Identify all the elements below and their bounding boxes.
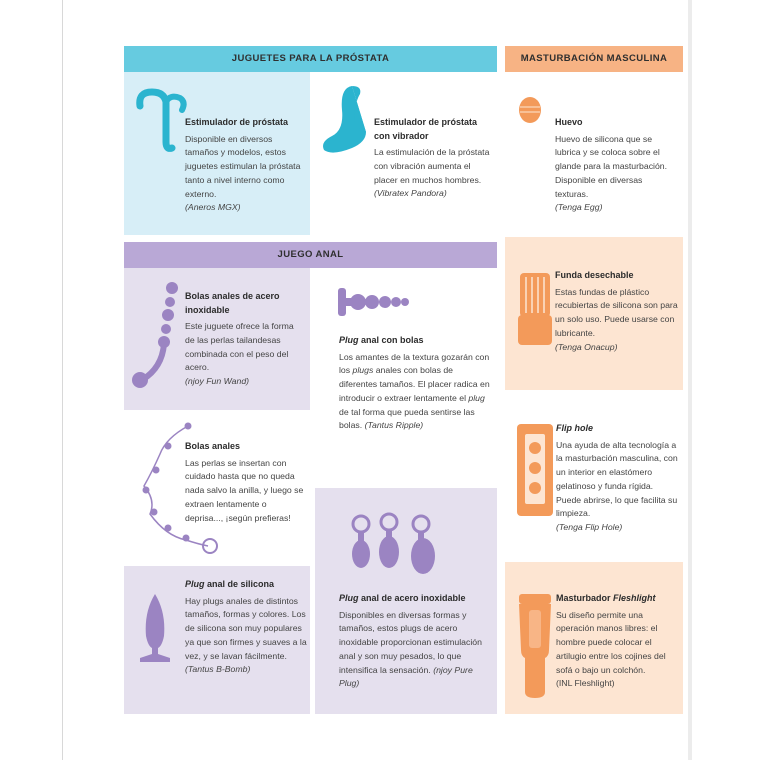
- product-description: Hay plugs anales de distintos tamaños, formas y colores. Los de silicona son muy populares ya que son firmes y suaves a la vez, y se lavan fácilmente.: [185, 595, 307, 661]
- card-text: [185, 290, 303, 389]
- card-anal-beads: [124, 410, 310, 560]
- title-emphasis: Fleshlight: [613, 593, 656, 603]
- title-rest: anal de acero inoxidable: [358, 593, 466, 603]
- product-credit: (Tenga Egg): [555, 202, 603, 213]
- product-credit: (Aneros MGX): [185, 202, 241, 213]
- product-description: [339, 609, 493, 692]
- product-description: Las perlas se insertan con cuidado hasta que no queda nada salvo la anilla, y luego se extraen lentamente o deprisa..., ¡según prefieras!: [185, 457, 304, 523]
- product-description: Huevo de silicona que se lubrica y se coloca sobre el glande para la masturbación. Disponible en diversas texturas.: [555, 133, 668, 199]
- product-description: [339, 351, 491, 434]
- card-fleshlight: [505, 562, 683, 714]
- product-description: Este juguete ofrece la forma de las perlas tailandesas combinada con el peso del acero.: [185, 321, 294, 373]
- product-description: Estas fundas de plástico recubiertas de silicona son para un solo uso. Puede usarse con lubricante.: [555, 286, 678, 338]
- prostate-stimulator-icon: [130, 76, 190, 156]
- steel-plugs-icon: [349, 512, 445, 576]
- product-credit: (Vibratex Pandora): [374, 188, 447, 199]
- product-title: [339, 592, 493, 606]
- product-title: Bolas anales: [185, 441, 241, 451]
- card-silicone-plug: [124, 566, 310, 714]
- product-title: [556, 592, 680, 606]
- card-text: [556, 422, 680, 535]
- product-credit: (INL Fleshlight): [556, 678, 615, 689]
- card-text: [556, 592, 680, 691]
- card-steel-anal-beads: [124, 268, 310, 410]
- page-edge: [62, 0, 63, 760]
- card-egg: [505, 72, 683, 235]
- card-text: [374, 116, 490, 201]
- steel-wand-icon: [128, 278, 186, 394]
- product-description: Disponible en diversos tamaños y modelos, estos juguetes estimulan la próstata tanto a nivel interno como externo.: [185, 133, 301, 199]
- product-credit: (Tantus Ripple): [364, 420, 424, 431]
- product-title: [339, 334, 491, 348]
- product-title: Estimulador de próstata: [185, 117, 289, 127]
- product-title: Funda desechable: [555, 270, 634, 280]
- card-text: [339, 592, 493, 691]
- card-prostate-stimulator: [124, 72, 310, 235]
- flip-hole-icon: [515, 422, 555, 518]
- card-disposable-sleeve: [505, 237, 683, 390]
- product-description: Su diseño permite una operación manos libres: el hombre puede colocar el artilugio entre los cojines del sofá o bajo un colchón.: [556, 609, 666, 675]
- card-flip-hole: [505, 390, 683, 562]
- desc-emphasis: plug: [468, 392, 485, 403]
- product-credit: (njoy Fun Wand): [185, 376, 250, 387]
- title-emphasis: Plug: [339, 593, 359, 603]
- title-part: Masturbador: [556, 593, 614, 603]
- product-title: Estimulador de próstata con vibrador: [374, 117, 478, 141]
- product-title: [556, 422, 680, 436]
- anal-section-header: JUEGO ANAL: [124, 242, 497, 268]
- male-section-header: MASTURBACIÓN MASCULINA: [505, 46, 683, 72]
- product-credit: (Tenga Flip Hole): [556, 522, 623, 533]
- product-title: [185, 578, 307, 592]
- card-text: [339, 334, 491, 433]
- title-rest: anal con bolas: [358, 335, 424, 345]
- title-emphasis: Flip hole: [556, 423, 593, 433]
- beaded-plug-icon: [338, 280, 410, 320]
- card-text: [185, 440, 307, 525]
- product-credit: (Tenga Onacup): [555, 341, 618, 352]
- card-text: [555, 269, 679, 354]
- card-beaded-plug: [310, 268, 497, 486]
- product-title: Huevo: [555, 117, 583, 127]
- fleshlight-icon: [515, 592, 555, 702]
- desc-emphasis: plugs: [352, 365, 374, 376]
- prostate-section-header: JUGUETES PARA LA PRÓSTATA: [124, 46, 497, 72]
- product-title: Bolas anales de acero inoxidable: [185, 291, 280, 315]
- desc-part: Los amantes de la textura gozarán con los: [339, 351, 490, 376]
- product-credit: (Tantus B-Bomb): [185, 664, 251, 675]
- disposable-sleeve-icon: [517, 271, 553, 347]
- egg-icon: [517, 94, 543, 126]
- page-edge-right: [688, 0, 692, 760]
- card-steel-plug: [315, 488, 497, 714]
- product-credit: (njoy Pure Plug): [339, 664, 473, 689]
- card-text: [555, 116, 677, 215]
- card-vibrating-prostate-stimulator: [310, 72, 497, 235]
- card-text: [185, 116, 303, 215]
- product-description: La estimulación de la próstata con vibración aumenta el placer en muchos hombres.: [374, 147, 490, 185]
- title-emphasis: Plug: [185, 579, 205, 589]
- desc-part: anales con bolas de diferentes tamaños. El placer radica en introducir o extraer lentamente el: [339, 365, 490, 403]
- title-rest: anal de silicona: [204, 579, 275, 589]
- card-text: [185, 578, 307, 677]
- desc-part: Disponibles en diversas formas y tamaños, estos plugs de acero inoxidable proporcionan estimulación anal y son muy pesados, lo que intensifica la sensación.: [339, 609, 482, 675]
- vibrating-prostate-stimulator-icon: [316, 80, 376, 156]
- product-description: Una ayuda de alta tecnología a la masturbación masculina, con un interior en elastómero gelatinoso y funda rígida. Puede abrirse, lo que facilita su limpieza.: [556, 439, 678, 519]
- desc-part: de tal forma que pueda sentirse las bolas.: [339, 406, 475, 431]
- silicone-plug-icon: [136, 592, 174, 664]
- title-emphasis: Plug: [339, 335, 359, 345]
